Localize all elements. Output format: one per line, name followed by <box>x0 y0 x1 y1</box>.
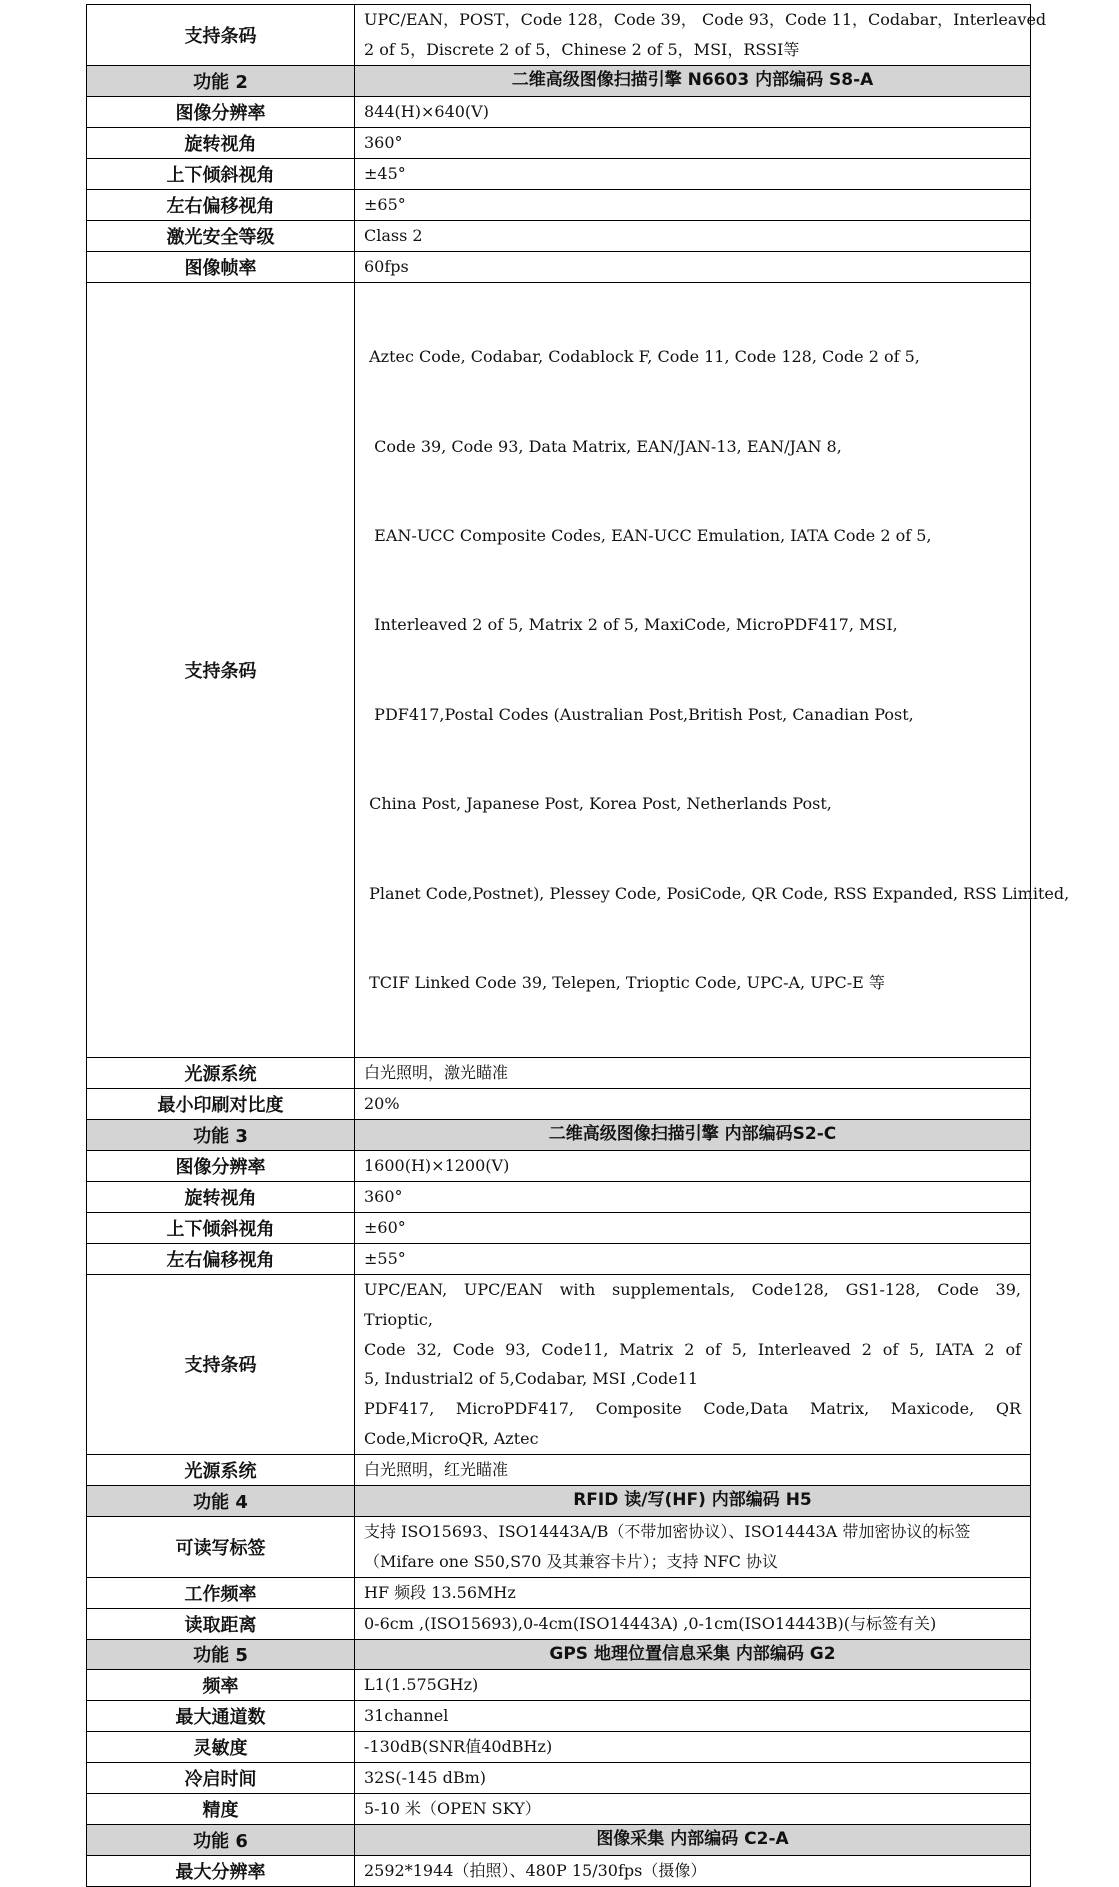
section-row <box>87 1825 1031 1856</box>
spec-row <box>87 1151 1031 1182</box>
value-line: UPC/EAN，POST，Code 128，Code 39， Code 93，Code 11，Codabar，Interleaved <box>364 10 1047 30</box>
section-row <box>87 66 1031 97</box>
spec-row <box>87 1701 1031 1732</box>
section-row <box>87 1120 1031 1151</box>
value-line: Code 39, Code 93, Data Matrix, EAN/JAN-13, EAN/JAN 8, <box>364 436 842 456</box>
spec-row <box>87 1454 1031 1485</box>
spec-row <box>87 189 1031 220</box>
section-label: 功能 2 <box>87 66 355 97</box>
spec-row <box>87 5 1031 66</box>
spec-label: 最小印刷对比度 <box>87 1089 355 1120</box>
value-line: UPC/EAN, UPC/EAN with supplementals, Code128, GS1-128, Code 39, <box>364 1280 1021 1300</box>
spec-value: ±60° <box>355 1213 1031 1244</box>
spec-label: 支持条码 <box>87 282 355 1058</box>
spec-row <box>87 1274 1031 1454</box>
spec-row <box>87 1089 1031 1120</box>
spec-row <box>87 128 1031 159</box>
spec-label: 旋转视角 <box>87 128 355 159</box>
spec-label: 光源系统 <box>87 1454 355 1485</box>
spec-label: 左右偏移视角 <box>87 189 355 220</box>
spec-table <box>86 4 1070 1887</box>
value-line: 5, Industrial2 of 5,Codabar, MSI ,Code11 <box>364 1369 699 1389</box>
spec-row <box>87 1182 1031 1213</box>
spec-label: 冷启时间 <box>87 1763 355 1794</box>
value-line: PDF417, MicroPDF417, Composite Code,Data Matrix, Maxicode, QR <box>364 1399 1021 1419</box>
spec-row <box>87 1856 1031 1887</box>
section-label: 功能 3 <box>87 1120 355 1151</box>
spec-row <box>87 1794 1031 1825</box>
spec-label: 最大分辨率 <box>87 1856 355 1887</box>
value-line: China Post, Japanese Post, Korea Post, Netherlands Post, <box>364 794 832 814</box>
spec-row <box>87 1058 1031 1089</box>
value-line: Trioptic, <box>364 1309 433 1329</box>
spec-label: 支持条码 <box>87 5 355 66</box>
spec-value <box>355 1274 1031 1454</box>
spec-value: 844(H)×640(V) <box>355 97 1031 128</box>
spec-value: ±45° <box>355 158 1031 189</box>
section-title: GPS 地理位置信息采集 内部编码 G2 <box>355 1639 1031 1670</box>
spec-label: 灵敏度 <box>87 1732 355 1763</box>
spec-row <box>87 1732 1031 1763</box>
spec-label: 旋转视角 <box>87 1182 355 1213</box>
section-row <box>87 1639 1031 1670</box>
spec-label: 图像分辨率 <box>87 1151 355 1182</box>
spec-value: 2592*1944（拍照）、480P 15/30fps（摄像） <box>355 1856 1031 1887</box>
spec-label: 可读写标签 <box>87 1516 355 1577</box>
spec-value: 360° <box>355 128 1031 159</box>
spec-value <box>355 5 1047 66</box>
value-line: Planet Code,Postnet), Plessey Code, PosiCode, QR Code, RSS Expanded, RSS Limited, <box>364 883 1070 903</box>
section-title: RFID 读/写(HF) 内部编码 H5 <box>355 1485 1031 1516</box>
spec-value: 60fps <box>355 251 1031 282</box>
value-line: Code,MicroQR, Aztec <box>364 1429 539 1448</box>
spec-row <box>87 1608 1031 1639</box>
spec-value: Class 2 <box>355 220 1031 251</box>
spec-value: 0-6cm ,(ISO15693),0-4cm(ISO14443A) ,0-1cm(ISO14443B)(与标签有关) <box>355 1608 1031 1639</box>
spec-row <box>87 220 1031 251</box>
spec-label: 左右偏移视角 <box>87 1243 355 1274</box>
spec-label: 激光安全等级 <box>87 220 355 251</box>
spec-label: 支持条码 <box>87 1274 355 1454</box>
spec-value: 20% <box>355 1089 1031 1120</box>
spec-label: 最大通道数 <box>87 1701 355 1732</box>
spec-value <box>355 1516 1031 1577</box>
spec-value <box>355 282 1070 1058</box>
spec-value: 32S(-145 dBm) <box>355 1763 1031 1794</box>
spec-value: 5-10 米（OPEN SKY） <box>355 1794 1031 1825</box>
section-label: 功能 6 <box>87 1825 355 1856</box>
spec-row <box>87 1243 1031 1274</box>
spec-label: 读取距离 <box>87 1608 355 1639</box>
value-line: （Mifare one S50,S70 及其兼容卡片）；支持 NFC 协议 <box>364 1551 778 1571</box>
spec-value: 1600(H)×1200(V) <box>355 1151 1031 1182</box>
value-line: TCIF Linked Code 39, Telepen, Trioptic Code, UPC-A, UPC-E 等 <box>364 972 885 992</box>
spec-row <box>87 97 1031 128</box>
section-row <box>87 1485 1031 1516</box>
section-title: 二维高级图像扫描引擎 内部编码S2-C <box>355 1120 1031 1151</box>
value-line: Code 32, Code 93, Code11, Matrix 2 of 5, Interleaved 2 of 5, IATA 2 of <box>364 1339 1021 1359</box>
spec-value: HF 频段 13.56MHz <box>355 1577 1031 1608</box>
spec-value: 白光照明，激光瞄准 <box>355 1058 1031 1089</box>
spec-row <box>87 1516 1031 1577</box>
section-label: 功能 4 <box>87 1485 355 1516</box>
spec-label: 上下倾斜视角 <box>87 158 355 189</box>
spec-value: 31channel <box>355 1701 1031 1732</box>
spec-label: 精度 <box>87 1794 355 1825</box>
value-line: 2 of 5，Discrete 2 of 5，Chinese 2 of 5，MSI，RSSI等 <box>364 40 800 59</box>
spec-value: -130dB(SNR值40dBHz) <box>355 1732 1031 1763</box>
spec-row <box>87 1577 1031 1608</box>
spec-row <box>87 251 1031 282</box>
spec-label: 频率 <box>87 1670 355 1701</box>
spec-label: 图像帧率 <box>87 251 355 282</box>
value-line: PDF417,Postal Codes (Australian Post,British Post, Canadian Post, <box>364 704 914 724</box>
section-title: 二维高级图像扫描引擎 N6603 内部编码 S8-A <box>355 66 1031 97</box>
spec-row <box>87 158 1031 189</box>
spec-row <box>87 1213 1031 1244</box>
value-line: 支持 ISO15693、ISO14443A/B（不带加密协议）、ISO14443A 带加密协议的标签 <box>364 1521 971 1541</box>
spec-label: 光源系统 <box>87 1058 355 1089</box>
spec-value: L1(1.575GHz) <box>355 1670 1031 1701</box>
spec-value: ±65° <box>355 189 1031 220</box>
section-title: 图像采集 内部编码 C2-A <box>355 1825 1031 1856</box>
value-line: Interleaved 2 of 5, Matrix 2 of 5, MaxiCode, MicroPDF417, MSI, <box>364 615 898 635</box>
spec-label: 上下倾斜视角 <box>87 1213 355 1244</box>
spec-row <box>87 1763 1031 1794</box>
spec-value: 360° <box>355 1182 1031 1213</box>
spec-value: ±55° <box>355 1243 1031 1274</box>
spec-row <box>87 1670 1031 1701</box>
spec-label: 工作频率 <box>87 1577 355 1608</box>
spec-label: 图像分辨率 <box>87 97 355 128</box>
spec-row <box>87 282 1031 1058</box>
value-line: EAN-UCC Composite Codes, EAN-UCC Emulation, IATA Code 2 of 5, <box>364 525 932 545</box>
value-line: Aztec Code, Codabar, Codablock F, Code 11, Code 128, Code 2 of 5, <box>364 347 920 367</box>
spec-value: 白光照明，红光瞄准 <box>355 1454 1031 1485</box>
section-label: 功能 5 <box>87 1639 355 1670</box>
